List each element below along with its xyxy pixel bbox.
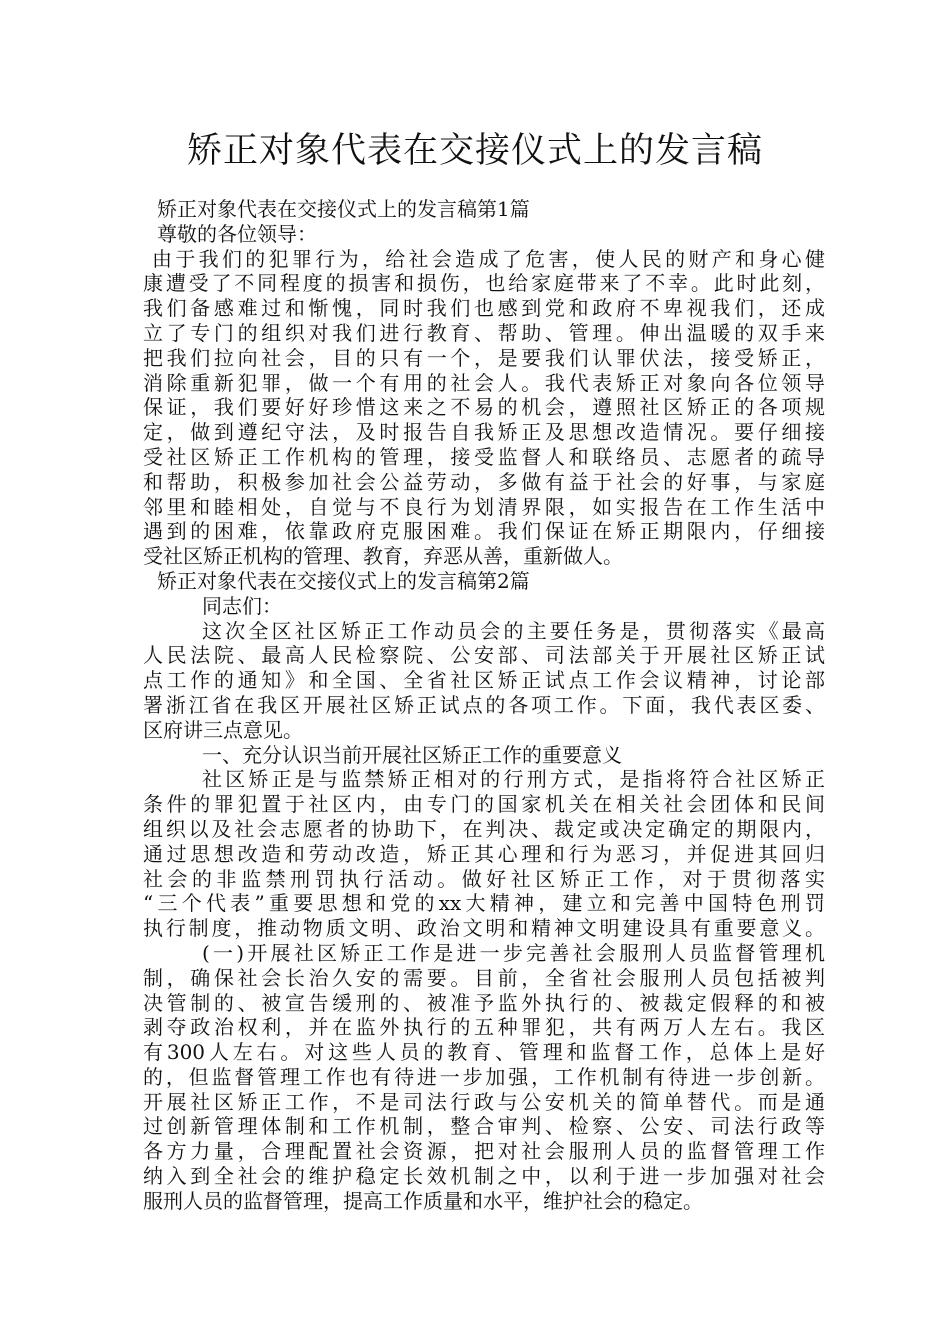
- text-line: 区府讲三点意见。: [143, 717, 303, 742]
- text-line: 康遭受了不同程度的损害和损伤，也给家庭带来了不幸。此时此刻，: [143, 271, 825, 296]
- text-line: 署浙江省在我区开展社区矫正试点的各项工作。下面，我代表区委、: [143, 692, 825, 717]
- text-line: 组织以及社会志愿者的协助下，在判决、裁定或决定确定的期限内，: [143, 816, 825, 841]
- salutation: 同志们：: [202, 593, 282, 618]
- text-line: 我们备感难过和惭愧，同时我们也感到党和政府不卑视我们，还成: [143, 296, 825, 321]
- text-line: “三个代表”重要思想和党的xx大精神，建立和完善中国特色刑罚: [143, 891, 825, 916]
- salutation: 尊敬的各位领导：: [157, 221, 317, 246]
- text-line: 受社区矫正工作机构的管理，接受监督人和联络员、志愿者的疏导: [143, 444, 825, 469]
- text-line: 把我们拉向社会，目的只有一个，是要我们认罪伏法，接受矫正，: [143, 345, 825, 370]
- text-line: 条件的罪犯置于社区内，由专门的国家机关在相关社会团体和民间: [143, 792, 825, 817]
- text-line: 遇到的困难，依靠政府克服困难。我们保证在矫正期限内，仔细接: [143, 519, 825, 544]
- section-heading-1: 矫正对象代表在交接仪式上的发言稿第1篇: [157, 197, 530, 221]
- text-line: (一)开展社区矫正工作是进一步完善社会服刑人员监督管理机: [202, 940, 825, 965]
- text-line: 过创新管理体制和工作机制，整合审判、检察、公安、司法行政等: [143, 1114, 825, 1139]
- text-line: 人民法院、最高人民检察院、公安部、司法部关于开展社区矫正试: [143, 643, 825, 668]
- text-line: 受社区矫正机构的管理、教育，弃恶从善，重新做人。: [143, 544, 623, 569]
- text-line: 服刑人员的监督管理，提高工作质量和水平，维护社会的稳定。: [143, 1188, 703, 1213]
- text-line: 剥夺政治权利，并在监外执行的五种罪犯，共有两万人左右。我区: [143, 1015, 825, 1040]
- text-line: 邻里和睦相处，自觉与不良行为划清界限，如实报告在工作生活中: [143, 494, 825, 519]
- text-line: 通过思想改造和劳动改造，矫正其心理和行为恶习，并促进其回归: [143, 841, 825, 866]
- text-line: 开展社区矫正工作，不是司法行政与公安机关的简单替代。而是通: [143, 1089, 825, 1114]
- text-line: 纳入到全社会的维护稳定长效机制之中，以利于进一步加强对社会: [143, 1164, 825, 1189]
- text-line: 保证，我们要好好珍惜这来之不易的机会，遵照社区矫正的各项规: [143, 395, 825, 420]
- text-line: 由于我们的犯罪行为，给社会造成了危害，使人民的财产和身心健: [152, 246, 825, 271]
- text-line: 点工作的通知》和全国、全省社区矫正试点工作会议精神，讨论部: [143, 668, 825, 693]
- text-line: 的，但监督管理工作也有待进一步加强，工作机制有待进一步创新。: [143, 1064, 825, 1089]
- text-line: 决管制的、被宣告缓刑的、被准予监外执行的、被裁定假释的和被: [143, 990, 825, 1015]
- document-body: [143, 197, 825, 1214]
- subheading: 一、充分认识当前开展社区矫正工作的重要意义: [202, 742, 622, 767]
- text-line: 定，做到遵纪守法，及时报告自我矫正及思想改造情况。要仔细接: [143, 420, 825, 445]
- text-line: 社会的非监禁刑罚执行活动。做好社区矫正工作，对于贯彻落实: [143, 866, 825, 891]
- text-line: 制，确保社会长治久安的需要。目前，全省社会服刑人员包括被判: [143, 965, 825, 990]
- text-line: 消除重新犯罪，做一个有用的社会人。我代表矫正对象向各位领导: [143, 370, 825, 395]
- text-line: 立了专门的组织对我们进行教育、帮助、管理。伸出温暖的双手来: [143, 320, 825, 345]
- section-heading-2: 矫正对象代表在交接仪式上的发言稿第2篇: [157, 568, 530, 593]
- document-title: 矫正对象代表在交接仪式上的发言稿: [186, 131, 763, 171]
- text-line: 有300人左右。对这些人员的教育、管理和监督工作，总体上是好: [143, 1040, 825, 1065]
- text-line: 这次全区社区矫正工作动员会的主要任务是，贯彻落实《最高: [202, 618, 825, 643]
- text-line: 和帮助，积极参加社会公益劳动，多做有益于社会的好事，与家庭: [143, 469, 825, 494]
- text-line: 执行制度，推动物质文明、政治文明和精神文明建设具有重要意义。: [143, 916, 825, 941]
- text-line: 各方力量，合理配置社会资源，把对社会服刑人员的监督管理工作: [143, 1139, 825, 1164]
- text-line: 社区矫正是与监禁矫正相对的行刑方式，是指将符合社区矫正: [202, 767, 825, 792]
